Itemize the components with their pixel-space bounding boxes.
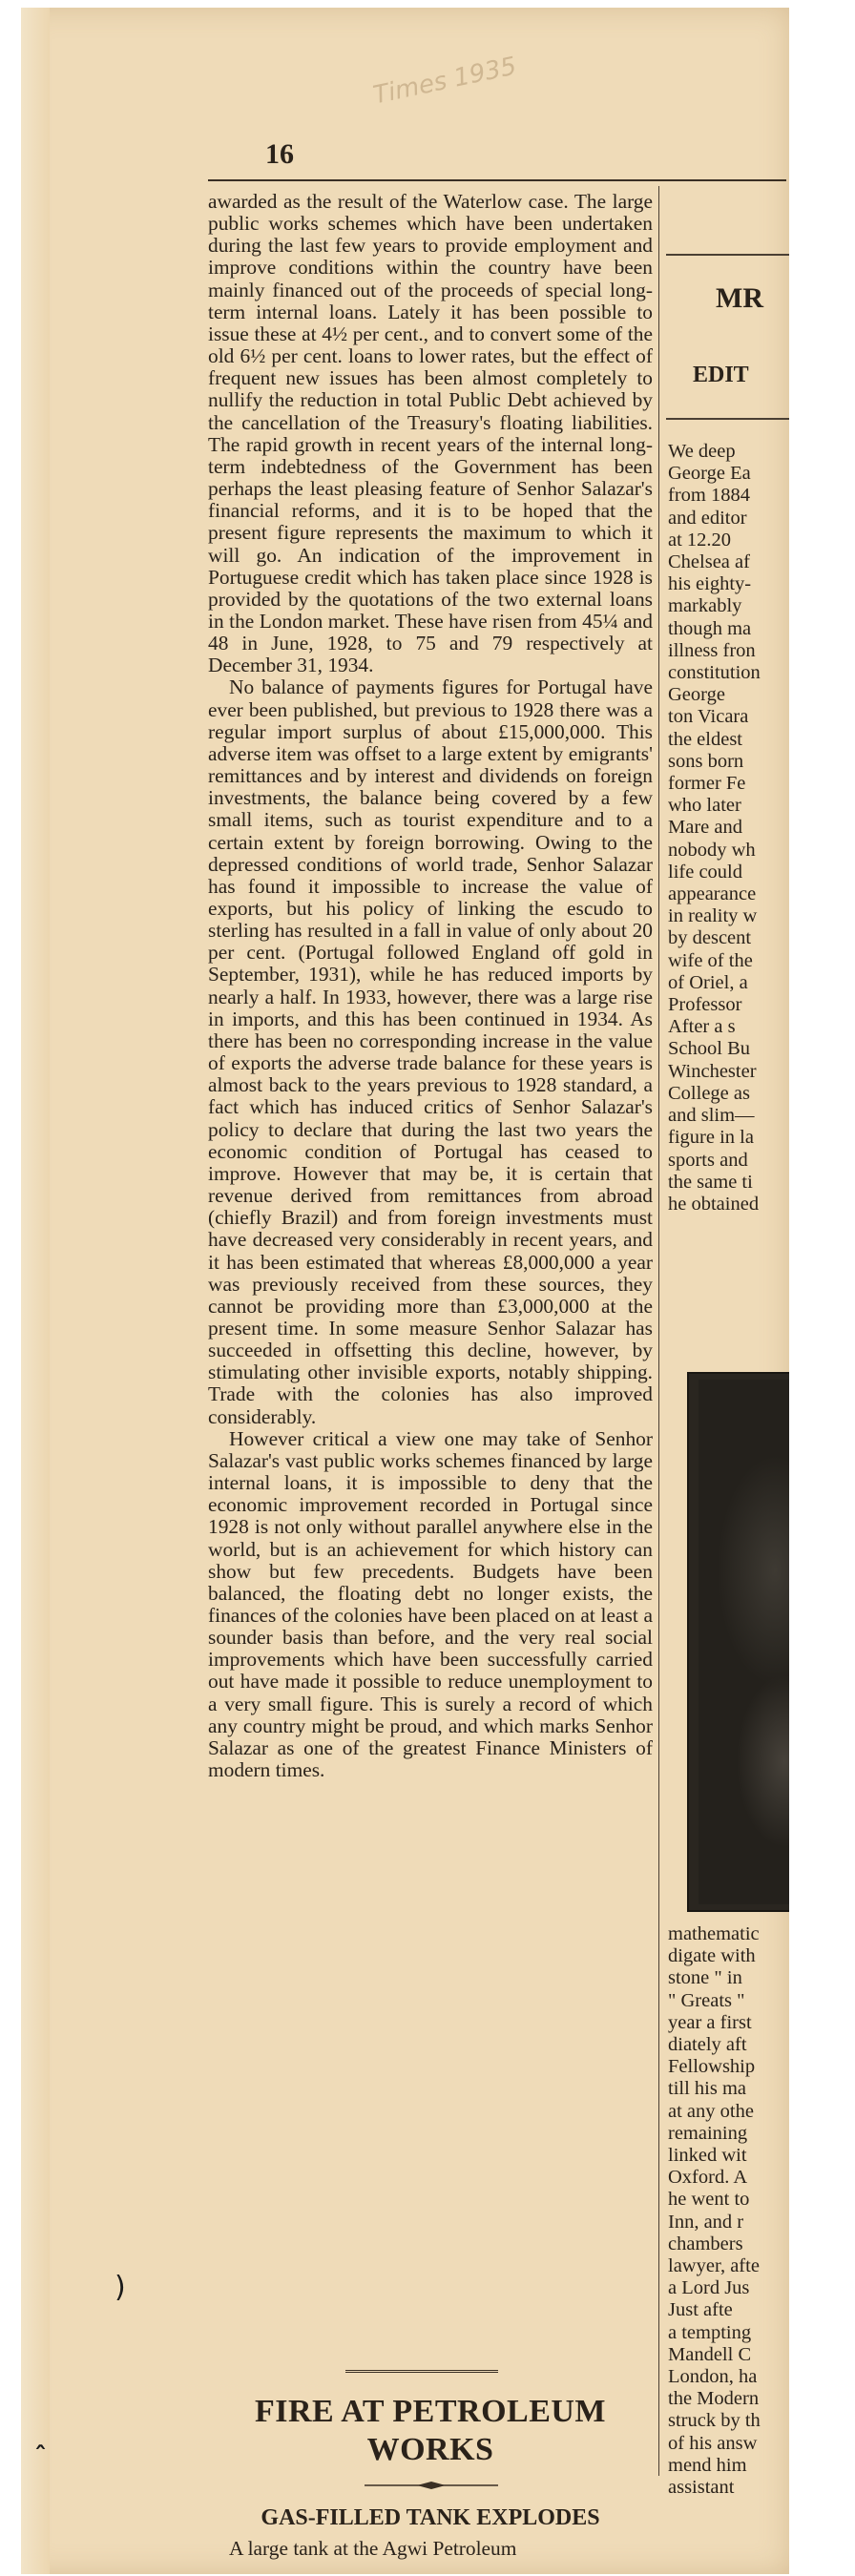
article-paragraph: awarded as the result of the Waterlow case. The large public works schemes which have been undertaken during the last few years to provide employment and improve conditions within the country have been mainly financed out of the proceeds of special long-term internal loans. Lately it has been possible to issue these at 4½ per cent., and to convert some of the old 6½ per cent. loans to lower rates, but the effect of frequent new issues has been almost completely to nullify the reduction in total Public Debt achieved by the cancellation of the Treasury's floating liabilities. The rapid growth in recent years of the internal long-term indebtedness of the Government has been perhaps the least pleasing feature of Senhor Salazar's financial reforms, and it is to be hoped that the present figure represents the maximum to which it will go. An indication of the improvement in Portuguese credit which has taken place since 1928 is provided by the quotations of the two external loans in the London market. These have risen from 45¼ and 48 in June, 1928, to 75 and 79 respectively at December 31, 1934. <box>208 190 653 677</box>
obituary-line: Just afte <box>668 2299 733 2321</box>
obituary-line: a Lord Jus <box>668 2277 750 2299</box>
obituary-title: MR <box>716 282 763 314</box>
obituary-line: assistant <box>668 2477 735 2499</box>
obituary-line: appearance <box>668 883 757 905</box>
obituary-line: Oxford. A <box>668 2167 748 2189</box>
obituary-line: at 12.20 <box>668 529 732 551</box>
obituary-text-lower <box>668 1923 761 2499</box>
portrait-photo <box>687 1372 789 1912</box>
obituary-line: former Fe <box>668 773 746 795</box>
header-rule <box>208 179 786 181</box>
obituary-line: ton Vicara <box>668 706 749 728</box>
obituary-line: digate with <box>668 1945 756 1967</box>
obituary-line: School Bu <box>668 1038 750 1060</box>
obituary-line: from 1884 <box>668 485 750 507</box>
column-rule <box>658 186 659 2476</box>
obituary-line: lawyer, afte <box>668 2255 760 2277</box>
obituary-line: and slim— <box>668 1105 755 1127</box>
margin-pencil-mark: ) <box>115 2271 126 2304</box>
obituary-line: he obtained <box>668 1193 760 1215</box>
obituary-line: diately aft <box>668 2034 747 2056</box>
obituary-line: stone " in <box>668 1967 742 1989</box>
obituary-line: chambers <box>668 2233 743 2254</box>
obituary-line: the eldest <box>668 728 742 750</box>
obituary-line: Mare and <box>668 817 742 839</box>
right-column-rule <box>666 418 789 420</box>
obituary-line: the Modern <box>668 2388 760 2410</box>
obituary-line: mathematic <box>668 1923 760 1944</box>
obituary-line: sports and <box>668 1149 748 1171</box>
obituary-line: George Ea <box>668 463 751 485</box>
obituary-line: Fellowship <box>668 2056 756 2078</box>
obituary-line: London, ha <box>668 2366 758 2388</box>
article-paragraph: No balance of payments figures for Portugal have ever been published, but previous to 1928 there was a regular import surplus of about £15,000,000. This adverse item was offset to a large extent by emigrants' remittances and by interest and dividends on foreign investments, the balance being covered by a few small items, such as tourist expenditure and to a certain extent by foreign borrowing. Owing to the depressed conditions of world trade, Senhor Salazar has found it impossible to increase the value of exports, but his policy of linking the escudo to sterling has resulted in a fall in value of only about 20 per cent. (Portugal followed England off gold in September, 1931), while he has reduced imports by nearly a half. In 1933, however, there was a large rise in imports, and this has been continued in 1934. As there has been no corresponding increase in the value of exports the adverse trade balance for these years is almost back to the years previous to 1928 standard, a fact which has induced critics of Senhor Salazar's policy to declare that during the last two years the economic condition of Portugal has ceased to improve. However that may be, it is certain that revenue derived from remittances from abroad (chiefly Brazil) and from foreign investments must have decreased very considerably in recent years, and it has been estimated that whereas £8,000,000 a year was previously received from these sources, they cannot be providing more than £3,000,000 at the present time. In some measure Senhor Salazar has succeeded in offsetting this decline, however, by stimulating other invisible exports, notably shipping. Trade with the colonies has also improved considerably. <box>208 675 653 1428</box>
pencil-annotation: Times 1935 <box>370 52 519 111</box>
obituary-line: of his answ <box>668 2432 758 2454</box>
article-end-rule <box>345 2370 498 2373</box>
obituary-line: though ma <box>668 617 752 639</box>
obituary-line: who later <box>668 795 741 817</box>
obituary-line: at any othe <box>668 2100 754 2122</box>
fire-first-line: A large tank at the Agwi Petroleum <box>229 2537 517 2560</box>
obituary-line: till his ma <box>668 2078 746 2100</box>
obituary-line: year a first <box>668 2011 752 2033</box>
page-edge <box>21 8 50 2574</box>
obituary-line: and editor <box>668 507 747 529</box>
obituary-line: he went to <box>668 2189 750 2211</box>
article-left-column <box>208 191 653 1781</box>
article-right-column <box>666 191 789 2566</box>
obituary-line: Professor <box>668 994 742 1016</box>
portrait-image <box>699 1380 789 1904</box>
obituary-line: illness fron <box>668 639 756 661</box>
obituary-line: remaining <box>668 2122 748 2144</box>
obituary-line: his eighty- <box>668 573 752 595</box>
obituary-subtitle: EDIT <box>693 363 749 387</box>
obituary-line: figure in la <box>668 1127 754 1149</box>
obituary-line: Inn, and r <box>668 2211 744 2233</box>
fire-headline <box>208 2393 653 2469</box>
obituary-line: by descent <box>668 927 752 949</box>
obituary-line: struck by th <box>668 2410 761 2432</box>
obituary-line: George <box>668 684 725 706</box>
ornament-dash <box>365 2481 498 2490</box>
obituary-line: We deep <box>668 441 736 462</box>
obituary-line: constitution <box>668 662 761 684</box>
fire-headline-line: FIRE AT PETROLEUM <box>254 2394 607 2429</box>
obituary-line: After a s <box>668 1016 736 1038</box>
page-number: 16 <box>265 138 294 170</box>
obituary-line: linked wit <box>668 2145 747 2167</box>
obituary-line: College as <box>668 1082 750 1104</box>
obituary-text-upper <box>668 441 761 1215</box>
obituary-line: of Oriel, a <box>668 971 748 993</box>
obituary-line: nobody wh <box>668 839 756 861</box>
obituary-line: sons born <box>668 750 744 772</box>
obituary-line: Mandell C <box>668 2343 752 2365</box>
obituary-line: in reality w <box>668 905 758 927</box>
obituary-line: markably <box>668 595 742 617</box>
obituary-line: " Greats " <box>668 1989 745 2011</box>
article-paragraph: However critical a view one may take of Senhor Salazar's vast public works schemes financed by large internal loans, it is impossible to deny that the economic improvement recorded in Portugal since 1928 is not only without parallel anywhere else in the world, but is an achievement for which history can show but few precedents. Budgets have been balanced, the floating debt no longer exists, the finances of the colonies have been placed on at least a sounder basis than before, and the very real social improvements which have been successfully carried out have made it possible to reduce unemployment to a very small figure. This is surely a record of which any country might be proud, and which marks Senhor Salazar as one of the greatest Finance Ministers of modern times. <box>208 1426 653 1782</box>
obituary-line: the same ti <box>668 1171 753 1193</box>
obituary-line: mend him <box>668 2454 747 2476</box>
fire-subhead: GAS-FILLED TANK EXPLODES <box>261 2505 600 2530</box>
obituary-line: a tempting <box>668 2321 752 2343</box>
obituary-line: wife of the <box>668 949 753 971</box>
fire-headline-line: WORKS <box>366 2432 494 2467</box>
right-column-rule <box>666 254 789 256</box>
obituary-line: Winchester <box>668 1060 757 1082</box>
obituary-line: Chelsea af <box>668 551 750 573</box>
margin-ink-mark: ˆ <box>34 2442 47 2471</box>
obituary-line: life could <box>668 861 742 883</box>
